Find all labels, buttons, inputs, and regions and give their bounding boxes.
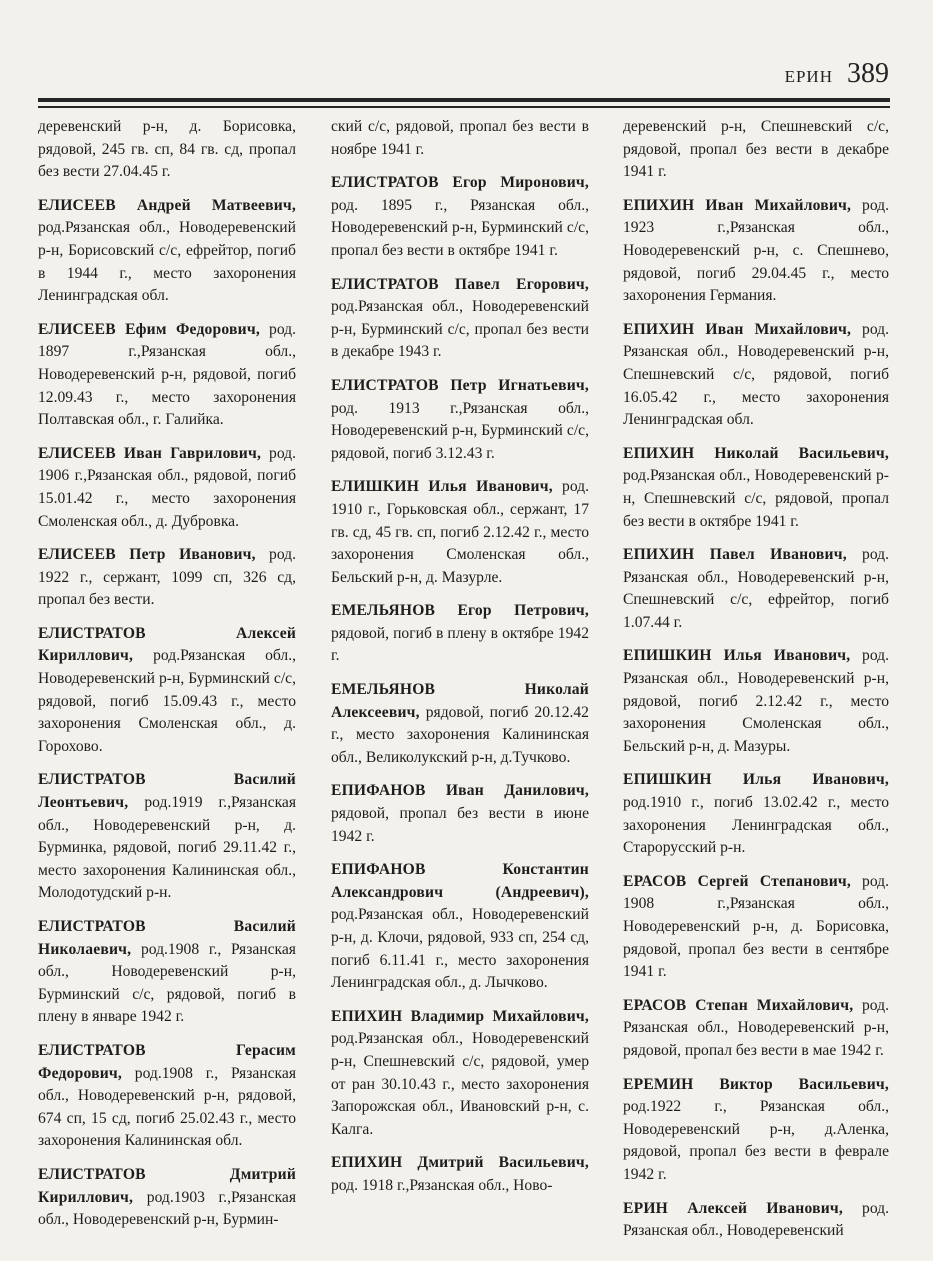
entry-name: ЕЛИСТРАТОВ Егор Миронович,	[331, 174, 589, 192]
entry-name: ЕЛИСЕЕВ Иван Гаврилович,	[38, 444, 262, 462]
entry-text: род.Рязанская обл., Новодеревенский р-н, Бурминский с/с, пропал без вести в декабре 1943 г.	[331, 298, 589, 361]
entry-name: ЕЛИСТРАТОВ Павел Егорович,	[331, 275, 589, 293]
entry-continuation	[623, 116, 889, 184]
text-columns	[0, 116, 933, 1256]
entry-text: рядовой, погиб 20.12.42 г., место захоронения Калининская обл., Великолукский р-н, д.Тучково.	[331, 703, 589, 766]
entry-name: ЕПИФАНОВ Иван Данилович,	[331, 782, 589, 800]
entry	[331, 600, 589, 668]
column-2	[331, 116, 589, 1209]
entry-text: род.Рязанская обл., Новодеревенский р-н, Борисовский с/с, ефрейтор, погиб в 1944 г., место захоронения Ленинградская обл.	[38, 219, 296, 305]
entry-text: род. 1895 г., Рязанская обл., Новодеревенский р-н, Бурминский с/с, пропал без вести в октябре 1941 г.	[331, 196, 589, 259]
entry-text: род.1910 г., погиб 13.02.42 г., место захоронения Ленинградская обл., Старорусский р-н.	[623, 794, 889, 857]
entry-continuation	[38, 116, 296, 184]
entry-name: ЕПИХИН Иван Михайлович,	[623, 196, 852, 214]
entry-text: род.Рязанская обл., Новодеревенский р-н, Бурминский с/с, рядовой, погиб 15.09.43 г., место захоронения Смоленская обл., д. Горохово.	[38, 647, 296, 755]
header-rule-thick	[38, 98, 890, 102]
entry-name: ЕПИШКИН Илья Иванович,	[623, 647, 851, 665]
entry-text: род. 1910 г., Горьковская обл., сержант, 17 гв. сд, 45 гв. сп, погиб 2.12.42 г., место захоронения Смоленская обл., Бельский р-н, д. Мазурле.	[331, 478, 590, 586]
entry-name: ЕПИФАНОВ Константин Александрович (Андреевич),	[331, 861, 589, 901]
entry	[623, 871, 889, 984]
entry	[331, 172, 589, 262]
entry	[38, 1040, 296, 1153]
entry-name: ЕПИХИН Павел Иванович,	[623, 546, 847, 564]
entry	[331, 274, 589, 364]
entry-name: ЕПИХИН Дмитрий Васильевич,	[331, 1154, 589, 1172]
entry-text: род. 1913 г.,Рязанская обл., Новодеревенский р-н, Бурминский с/с, рядовой, погиб 3.12.43 г.	[331, 399, 589, 462]
entry-text: ский с/с, рядовой, пропал без вести в ноябре 1941 г.	[331, 118, 589, 158]
entry-text: род.Рязанская обл., Новодеревенский р-н, Спешневский с/с, рядовой, пропал без вести в октябре 1941 г.	[623, 467, 889, 530]
entry	[331, 1006, 589, 1142]
entry-text: род. Рязанская обл., Новодеревенский р-н, Спешневский с/с, рядовой, погиб 16.05.42 г., место захоронения Ленинградская обл.	[623, 320, 889, 429]
entry-text: род. 1918 г.,Рязанская обл., Ново-	[331, 1176, 553, 1194]
entry-name: ЕЛИСТРАТОВ Алексей Кириллович,	[38, 624, 296, 665]
entry-text: род. 1906 г.,Рязанская обл., рядовой, погиб 15.01.42 г., место захоронения Смоленская обл., д. Дубровка.	[38, 444, 296, 530]
entry-name: ЕРЕМИН Виктор Васильевич,	[623, 1075, 889, 1093]
entry-text: род. Рязанская обл., Новодеревенский р-н, рядовой, погиб 2.12.42 г., место захоронения Смоленская обл., Бельский р-н, д. Мазуры.	[623, 647, 889, 755]
entry-text: род. Рязанская обл., Новодеревенский р-н, Спешневский с/с, ефрейтор, погиб 1.07.44 г.	[623, 546, 890, 631]
entry-text: рядовой, пропал без вести в июне 1942 г.	[331, 805, 589, 845]
entry	[38, 544, 296, 612]
entry	[331, 859, 589, 995]
entry-name: ЕПИХИН Владимир Михайлович,	[331, 1007, 589, 1025]
entry-name: ЕЛИСТРАТОВ Василий Николаевич,	[38, 918, 296, 958]
entry-name: ЕПИХИН Николай Васильевич,	[623, 444, 889, 462]
entry	[623, 1198, 889, 1243]
entry	[623, 1074, 889, 1187]
column-3	[623, 116, 889, 1254]
entry	[623, 995, 889, 1063]
entry-name: ЕПИХИН Иван Михайлович,	[623, 320, 852, 338]
entry	[331, 679, 589, 769]
entry	[38, 319, 296, 432]
entry	[38, 769, 296, 905]
entry-text: род. 1923 г.,Рязанская обл., Новодеревенский р-н, с. Спешнево, рядовой, погиб 29.04.45 г., место захоронения Германия.	[623, 196, 889, 305]
entry-name: ЕЛИСЕЕВ Ефим Федорович,	[38, 320, 260, 338]
entry-text: род. 1922 г., сержант, 1099 сп, 326 сд, пропал без вести.	[38, 546, 296, 609]
entry	[623, 195, 889, 308]
entry-text: деревенский р-н, Спешневский с/с, рядовой, пропал без вести в декабре 1941 г.	[623, 118, 889, 181]
entry-name: ЕЛИШКИН Илья Иванович,	[331, 478, 553, 496]
entry-text: род.1903 г.,Рязанская обл., Новодеревенский р-н, Бурмин-	[38, 1188, 296, 1229]
entry-name: ЕМЕЛЬЯНОВ Николай Алексеевич,	[331, 681, 589, 721]
entry-text: род. 1908 г.,Рязанская обл., Новодеревенский р-н, д. Борисовка, рядовой, пропал без вести в сентябре 1941 г.	[623, 872, 889, 981]
page-header	[0, 0, 933, 110]
entry-text: род. Рязанская обл., Новодеревенский	[623, 1199, 889, 1240]
header-rule-thin	[38, 106, 890, 108]
entry-name: ЕРАСОВ Степан Михайлович,	[623, 996, 854, 1014]
entry-text: род.1908 г., Рязанская обл., Новодеревенский р-н, рядовой, 674 сп, 15 сд, погиб 25.02.43 г., место захоронения Калининская обл.	[38, 1064, 296, 1150]
entry-text: рядовой, погиб в плену в октябре 1942 г.	[331, 624, 589, 665]
entry-name: ЕРАСОВ Сергей Степанович,	[623, 872, 851, 890]
entry	[331, 375, 589, 465]
entry	[623, 769, 889, 859]
entry	[331, 780, 589, 848]
entry-name: ЕЛИСЕЕВ Андрей Матвеевич,	[38, 196, 296, 214]
entry-name: ЕЛИСЕЕВ Петр Иванович,	[38, 546, 256, 564]
entry-name: ЕЛИСТРАТОВ Василий Леонтьевич,	[38, 771, 296, 812]
entry-name: ЕПИШКИН Илья Иванович,	[623, 771, 889, 789]
entry	[38, 443, 296, 533]
entry-text: род.1922 г., Рязанская обл., Новодеревенский р-н, д.Аленка, рядовой, пропал без вести в феврале 1942 г.	[623, 1098, 889, 1183]
entry-text: род.Рязанская обл., Новодеревенский р-н, Спешневский с/с, рядовой, умер от ран 30.10.43 г., место захоронения Запорожская обл., Ивановский р-н, с. Калга.	[331, 1030, 589, 1138]
entry-text: род.1919 г.,Рязанская обл., Новодеревенский р-н, д. Бурминка, рядовой, погиб 29.11.42 г., место захоронения Калининская обл., Молодотудский р-н.	[38, 794, 296, 902]
entry	[331, 1152, 589, 1197]
entry-continuation	[331, 116, 589, 161]
column-1	[38, 116, 296, 1243]
entry-text: род.1908 г., Рязанская обл., Новодеревенский р-н, Бурминский с/с, рядовой, погиб в плену в январе 1942 г.	[38, 940, 296, 1026]
entry-name: ЕЛИСТРАТОВ Герасим Федорович,	[38, 1041, 296, 1082]
entry-text: род. 1897 г.,Рязанская обл., Новодеревенский р-н, рядовой, погиб 12.09.43 г., место захоронения Полтавская обл., г. Галийка.	[38, 320, 296, 429]
entry	[623, 443, 889, 533]
entry	[38, 916, 296, 1029]
entry	[623, 544, 889, 634]
entry-text: род. Рязанская обл., Новодеревенский р-н, рядовой, пропал без вести в мае 1942 г.	[623, 996, 889, 1059]
entry-text: род.Рязанская обл., Новодеревенский р-н, д. Клочи, рядовой, 933 сп, 254 сд, погиб 6.11.41 г., место захоронения Ленинградская обл., д. Лычково.	[331, 906, 589, 992]
entry	[38, 195, 296, 308]
entry-name: ЕЛИСТРАТОВ Петр Игнатьевич,	[331, 376, 589, 394]
entry-name: ЕРИН Алексей Иванович,	[623, 1199, 843, 1217]
entry	[623, 319, 889, 432]
page-number: 389	[847, 58, 889, 89]
entry	[38, 623, 296, 759]
running-head: ЕРИН	[784, 67, 833, 86]
entry	[38, 1164, 296, 1232]
entry-text: деревенский р-н, д. Борисовка, рядовой, 245 гв. сп, 84 гв. сд, пропал без вести 27.04.45 г.	[38, 118, 296, 181]
entry	[331, 476, 589, 589]
entry-name: ЕМЕЛЬЯНОВ Егор Петрович,	[331, 602, 589, 620]
entry-name: ЕЛИСТРАТОВ Дмитрий Кириллович,	[38, 1165, 296, 1206]
entry	[623, 645, 889, 758]
